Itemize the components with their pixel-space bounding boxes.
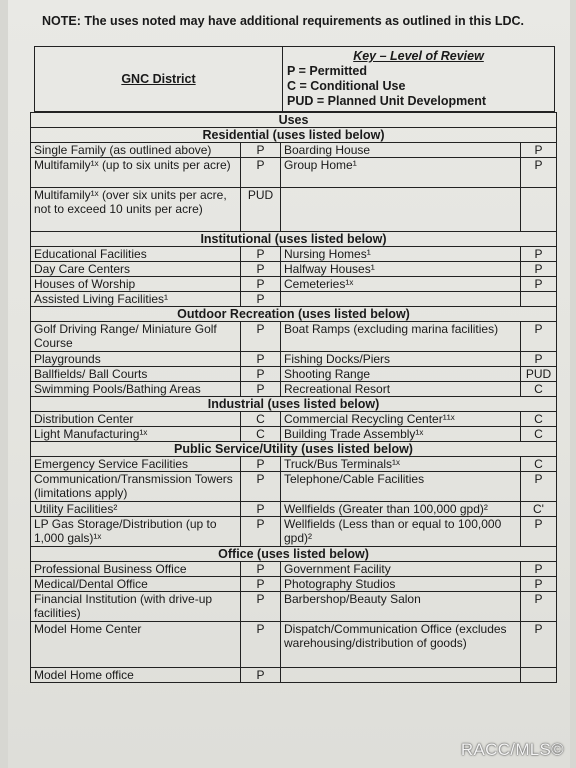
review-level: P: [241, 668, 281, 683]
table-row: [31, 457, 557, 472]
review-level: C: [241, 412, 281, 427]
use-name: Government Facility: [281, 562, 521, 577]
section-title: Public Service/Utility (uses listed below): [31, 442, 557, 457]
use-name: Recreational Resort: [281, 382, 521, 397]
review-level: P: [241, 367, 281, 382]
table-row: [31, 562, 557, 577]
section-title: Outdoor Recreation (uses listed below): [31, 307, 557, 322]
use-name: Nursing Homes¹: [281, 247, 521, 262]
review-level: C: [521, 457, 557, 472]
table-row: [31, 427, 557, 442]
use-name: Financial Institution (with drive-up facilities): [31, 592, 241, 622]
review-level: P: [521, 472, 557, 502]
review-level: C: [521, 412, 557, 427]
use-name: Multifamily¹ˣ (up to six units per acre): [31, 158, 241, 188]
section-title: Office (uses listed below): [31, 547, 557, 562]
table-row: [31, 322, 557, 352]
use-name: Assisted Living Facilities¹: [31, 292, 241, 307]
use-name: Dispatch/Communication Office (excludes warehousing/distribution of goods): [281, 622, 521, 668]
review-level: P: [241, 352, 281, 367]
use-name: Cemeteries¹ˣ: [281, 277, 521, 292]
table-row: [31, 577, 557, 592]
review-level: C: [521, 427, 557, 442]
use-name: Swimming Pools/Bathing Areas: [31, 382, 241, 397]
table-row: [31, 188, 557, 232]
review-level: P: [241, 457, 281, 472]
use-name: Houses of Worship: [31, 277, 241, 292]
use-name: Utility Facilities²: [31, 502, 241, 517]
table-row: [31, 502, 557, 517]
use-name: Fishing Docks/Piers: [281, 352, 521, 367]
review-level: [521, 292, 557, 307]
review-level: P: [241, 158, 281, 188]
review-level: P: [521, 352, 557, 367]
review-level: P: [521, 592, 557, 622]
table-row: [31, 622, 557, 668]
uses-header-row: [31, 113, 557, 128]
table-row: [31, 277, 557, 292]
review-level: P: [521, 262, 557, 277]
review-level: P: [241, 517, 281, 547]
review-level: P: [241, 292, 281, 307]
review-level: C: [521, 382, 557, 397]
review-level: P: [241, 247, 281, 262]
table-row: [31, 592, 557, 622]
key-item-permitted: P = Permitted: [287, 64, 368, 78]
use-name: Truck/Bus Terminals¹ˣ: [281, 457, 521, 472]
table-row: [31, 517, 557, 547]
use-name: Professional Business Office: [31, 562, 241, 577]
review-level: P: [521, 517, 557, 547]
use-name: Communication/Transmission Towers (limitations apply): [31, 472, 241, 502]
review-level: P: [521, 143, 557, 158]
review-level: P: [241, 472, 281, 502]
review-level: C': [521, 502, 557, 517]
use-name: [281, 188, 521, 232]
use-name: Distribution Center: [31, 412, 241, 427]
review-level: P: [521, 622, 557, 668]
key-item-conditional: C = Conditional Use: [287, 79, 406, 93]
key-item-pud: PUD = Planned Unit Development: [287, 94, 486, 108]
section-header-row: [31, 397, 557, 412]
review-level: P: [521, 247, 557, 262]
review-level: P: [241, 262, 281, 277]
use-name: Ballfields/ Ball Courts: [31, 367, 241, 382]
use-name: Multifamily¹ˣ (over six units per acre, not to exceed 10 units per acre): [31, 188, 241, 232]
table-row: [31, 292, 557, 307]
review-level: P: [521, 577, 557, 592]
review-level: PUD: [241, 188, 281, 232]
section-header-row: [31, 442, 557, 457]
use-name: Model Home office: [31, 668, 241, 683]
section-header-row: [31, 307, 557, 322]
section-header-row: [31, 232, 557, 247]
use-name: Emergency Service Facilities: [31, 457, 241, 472]
review-level: P: [241, 577, 281, 592]
review-level: P: [521, 158, 557, 188]
table-row: [31, 158, 557, 188]
table-row: [31, 412, 557, 427]
table-row: [31, 472, 557, 502]
table-row: [31, 247, 557, 262]
review-level: P: [241, 622, 281, 668]
use-name: Barbershop/Beauty Salon: [281, 592, 521, 622]
section-title: Residential (uses listed below): [31, 128, 557, 143]
review-level: P: [521, 322, 557, 352]
review-level: [521, 188, 557, 232]
use-name: Boarding House: [281, 143, 521, 158]
use-name: Model Home Center: [31, 622, 241, 668]
review-level: P: [241, 322, 281, 352]
uses-title: Uses: [31, 113, 557, 128]
use-name: Boat Ramps (excluding marina facilities): [281, 322, 521, 352]
district-name: GNC District: [35, 47, 283, 112]
use-name: Photography Studios: [281, 577, 521, 592]
review-level: P: [521, 562, 557, 577]
use-name: Single Family (as outlined above): [31, 143, 241, 158]
review-level: P: [241, 382, 281, 397]
watermark: RACC/MLS©: [460, 740, 564, 759]
review-level: P: [241, 562, 281, 577]
key-header-table: [34, 46, 555, 112]
use-name: Golf Driving Range/ Miniature Golf Course: [31, 322, 241, 352]
note-text: NOTE: The uses noted may have additional requirements as outlined in this LDC.: [42, 14, 525, 28]
review-level: P: [241, 592, 281, 622]
uses-table-body: [31, 113, 557, 683]
review-level: P: [241, 502, 281, 517]
section-header-row: [31, 128, 557, 143]
use-name: Wellfields (Less than or equal to 100,000 gpd)²: [281, 517, 521, 547]
use-name: Telephone/Cable Facilities: [281, 472, 521, 502]
use-name: Light Manufacturing¹ˣ: [31, 427, 241, 442]
key-legend: [283, 47, 555, 112]
use-name: Shooting Range: [281, 367, 521, 382]
section-header-row: [31, 547, 557, 562]
uses-table: [30, 112, 557, 683]
section-title: Industrial (uses listed below): [31, 397, 557, 412]
section-title: Institutional (uses listed below): [31, 232, 557, 247]
review-level: P: [241, 143, 281, 158]
review-level: PUD: [521, 367, 557, 382]
key-title: Key – Level of Review: [353, 49, 484, 63]
use-name: Medical/Dental Office: [31, 577, 241, 592]
use-name: Building Trade Assembly¹ˣ: [281, 427, 521, 442]
use-name: [281, 668, 521, 683]
use-name: LP Gas Storage/Distribution (up to 1,000 gals)¹ˣ: [31, 517, 241, 547]
use-name: Wellfields (Greater than 100,000 gpd)²: [281, 502, 521, 517]
table-row: [31, 382, 557, 397]
use-name: Playgrounds: [31, 352, 241, 367]
table-row: [31, 352, 557, 367]
table-row: [31, 367, 557, 382]
review-level: P: [521, 277, 557, 292]
use-name: Commercial Recycling Center¹¹ˣ: [281, 412, 521, 427]
use-name: Educational Facilities: [31, 247, 241, 262]
document-page: [8, 0, 570, 768]
table-row: [31, 262, 557, 277]
table-row: [31, 143, 557, 158]
use-name: Group Home¹: [281, 158, 521, 188]
review-level: [521, 668, 557, 683]
review-level: P: [241, 277, 281, 292]
table-row: [31, 668, 557, 683]
use-name: [281, 292, 521, 307]
use-name: Halfway Houses¹: [281, 262, 521, 277]
use-name: Day Care Centers: [31, 262, 241, 277]
review-level: C: [241, 427, 281, 442]
